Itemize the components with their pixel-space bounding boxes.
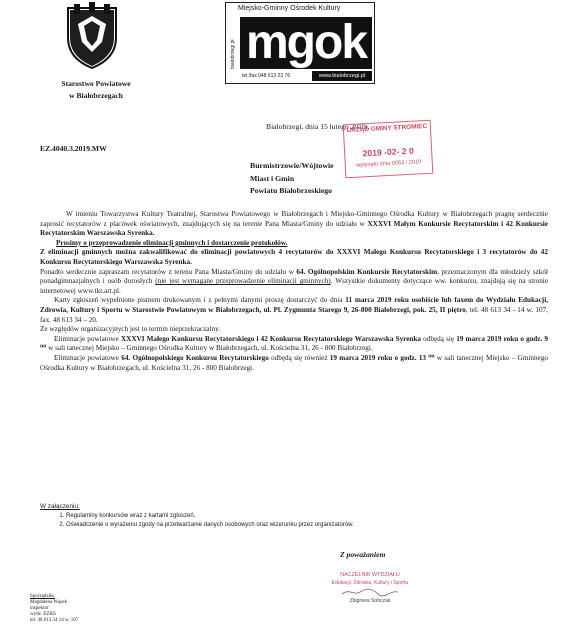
issuer-line1: Starostwo Powiatowe — [61, 79, 131, 88]
coat-of-arms-icon — [64, 2, 120, 70]
prepared-tel: tel. 48 613 34 14 w. 107 — [30, 618, 79, 623]
p5a: Karty zgłoszeń wypełnione pismem drukowanym i z pełnymi danymi proszę dostarczyć do dnia — [54, 296, 346, 305]
p8b: odbędą się również — [268, 353, 330, 362]
p4c: . Wszystkie dokumenty dotyczące ww. konkursu, znajdują się na stronie internetowej www.tkt.art.pl. — [40, 277, 548, 295]
reference-number: EZ.4040.3.2019.MW — [40, 144, 107, 153]
attachments-list — [40, 512, 540, 530]
p8c: w sali tanecznej Miejsko – Gminnego Ośrodka Kultury w Białobrzegach, ul. Kościelna 31, 26 - 800 Białobrzegi. — [40, 353, 549, 372]
issuer-name — [38, 78, 154, 102]
received-stamp — [343, 120, 434, 179]
attachment-item: 2. Oświadczenie o wyrażeniu zgody na przetwarzanie danych osobowych oraz wizerunku przez organizatorów. — [66, 521, 540, 530]
mgok-logo — [225, 2, 375, 84]
prepared-label: Sporządziła: — [30, 594, 55, 599]
signatory-name: Zbigniew Sobczak — [349, 598, 391, 604]
paragraph-eliminations-2 — [40, 354, 548, 373]
signature-stamp — [318, 572, 422, 606]
signature-scribble — [340, 586, 400, 598]
p5b: , tel. 48 613 34 - 14 w. 107, fax. 48 613 34 – 20. — [40, 305, 548, 324]
sig-stamp-line1: NACZELNIK WYDZIAŁU — [340, 572, 400, 578]
paragraph-request: Prosimy o przeprowadzenie eliminacji gminnych i dostarczenie protokołów. — [56, 238, 288, 247]
logo-www: www.bialobrzegi.pl — [312, 71, 372, 81]
stamp-date: 2019 -02- 2 0 — [362, 145, 414, 159]
paragraph-forms — [40, 296, 548, 325]
stamp-line1: URZĄD GMINY STROMIEC — [346, 122, 428, 135]
p8-bold2: 19 marca 2019 roku o godz. 13 ⁰⁰ — [329, 353, 435, 362]
prepared-name: Magdalena Wąsek — [30, 600, 67, 605]
issuer-line2: w Białobrzegach — [69, 91, 123, 100]
logo-side-text: białobrzegi.pl — [230, 39, 236, 69]
recipient-line2: Miast i Gmin — [250, 173, 295, 183]
logo-bottom — [240, 71, 372, 81]
paragraph-eliminations-1 — [40, 335, 548, 354]
logo-tel: tel./fax 048 613 23 76 — [242, 73, 291, 79]
p7a: Eliminacje powiatowe — [54, 334, 121, 343]
attachments-block — [40, 502, 540, 530]
date-line: Białobrzegi, dnia 15 lutego 2019r. — [266, 122, 370, 131]
p4-underline: (nie jest wymagane przeprowadzenie eliminacji gminnych) — [155, 277, 331, 286]
attachment-item: 1. Regulaminy konkursów wraz z kartami zgłoszeń. — [66, 512, 540, 521]
stamp-line3: wpłynęło dnia 0053 / 2019 — [356, 159, 422, 169]
logo-wordmark — [240, 17, 372, 69]
closing: Z poważaniem — [340, 550, 386, 559]
p7c: w sali tanecznej Miejsko – Gminnego Ośrodka Kultury w Białobrzegach, ul. Kościelna 31, 26 - 800 Białobrzegi. — [46, 344, 373, 353]
p4b: , przeznaczonym dla młodzieży szkół ponadgimnazjalnych i osób dorosłych — [40, 267, 548, 286]
paragraph-deadline: Ze względów organizacyjnych jest to termin nieprzekraczalny. — [40, 325, 221, 334]
logo-word: mgok — [246, 16, 367, 69]
logo-top-text: Miejsko-Gminny Ośrodek Kultury — [238, 5, 341, 12]
letter-body — [40, 210, 548, 373]
p4-bold: 64. Ogólnopolskim Konkursie Recytatorskim — [296, 267, 438, 276]
p4a: Ponadto serdecznie zapraszam recytatorów z terenu Pana Miasta/Gminy do udziału w — [40, 267, 297, 276]
attachments-heading: W załączeniu: — [40, 503, 80, 510]
paragraph-invitation — [40, 210, 548, 239]
recipient-line1: Burmistrzowie/Wójtowie — [250, 161, 334, 170]
p7-bold: XXXVI Małego Konkursu Recytatorskiego i 42 Konkursu Recytatorskiego Warszawska Syrenka — [120, 334, 422, 343]
p1-bold: XXXVI Małym Konkursie Recytatorskim i 42 Konkursie Recytatorskim Warszawska Syrenka. — [40, 219, 548, 238]
paragraph-ogolnopolski — [40, 268, 548, 297]
prepared-role: inspektor — [30, 606, 49, 611]
sig-stamp-line2: Edukacji, Zdrowia, Kultury i Sportu — [331, 580, 409, 586]
p8-bold: 64. Ogólnopolskiego Konkursu Recytatorskiego — [121, 353, 269, 362]
paragraph-qualification: Z eliminacji gminnych można zakwalifikować do eliminacji powiatowych 4 recytatorów do XXXVI Małego Konkursu Recytatorskiego i 3 recytatorów do 42 Konkursu Recytatorskiego Warszawska Syrenka. — [40, 248, 548, 266]
p7b: odbędą się — [421, 334, 457, 343]
p8a: Eliminacje powiatowe — [54, 353, 122, 362]
prepared-by — [30, 594, 150, 624]
p7-bold2: 19 marca 2019 roku o godz. 9 ⁰⁰ — [40, 334, 548, 353]
p1-text: W imieniu Towarzystwa Kultury Teatralnej, Starostwa Powiatowego w Białobrzegach i Miejsko-Gminnego Ośrodka Kultury w Białobrzegach pragnę serdecznie zaprosić recytatorów z placówek oświatowych, znajdujących się na terenie Pana Miasta/Gminy do udziału w — [40, 210, 548, 228]
recipient-line3: Powiatu Białobrzeskiego — [250, 186, 333, 196]
prepared-dept: wydz. EZKS — [30, 612, 56, 617]
recipient-block — [250, 160, 334, 198]
logo-side — [226, 13, 238, 71]
p5-bold: 11 marca 2019 roku osobiście lub faxem do Wydziału Edukacji, Zdrowia, Kultury i Sportu w Starostwie Powiatowym w Białobrzegach, ul. Pl. Zygmunta Starego 9, 26-800 Białobrzegi, pok. 25, II piętro — [40, 296, 548, 314]
